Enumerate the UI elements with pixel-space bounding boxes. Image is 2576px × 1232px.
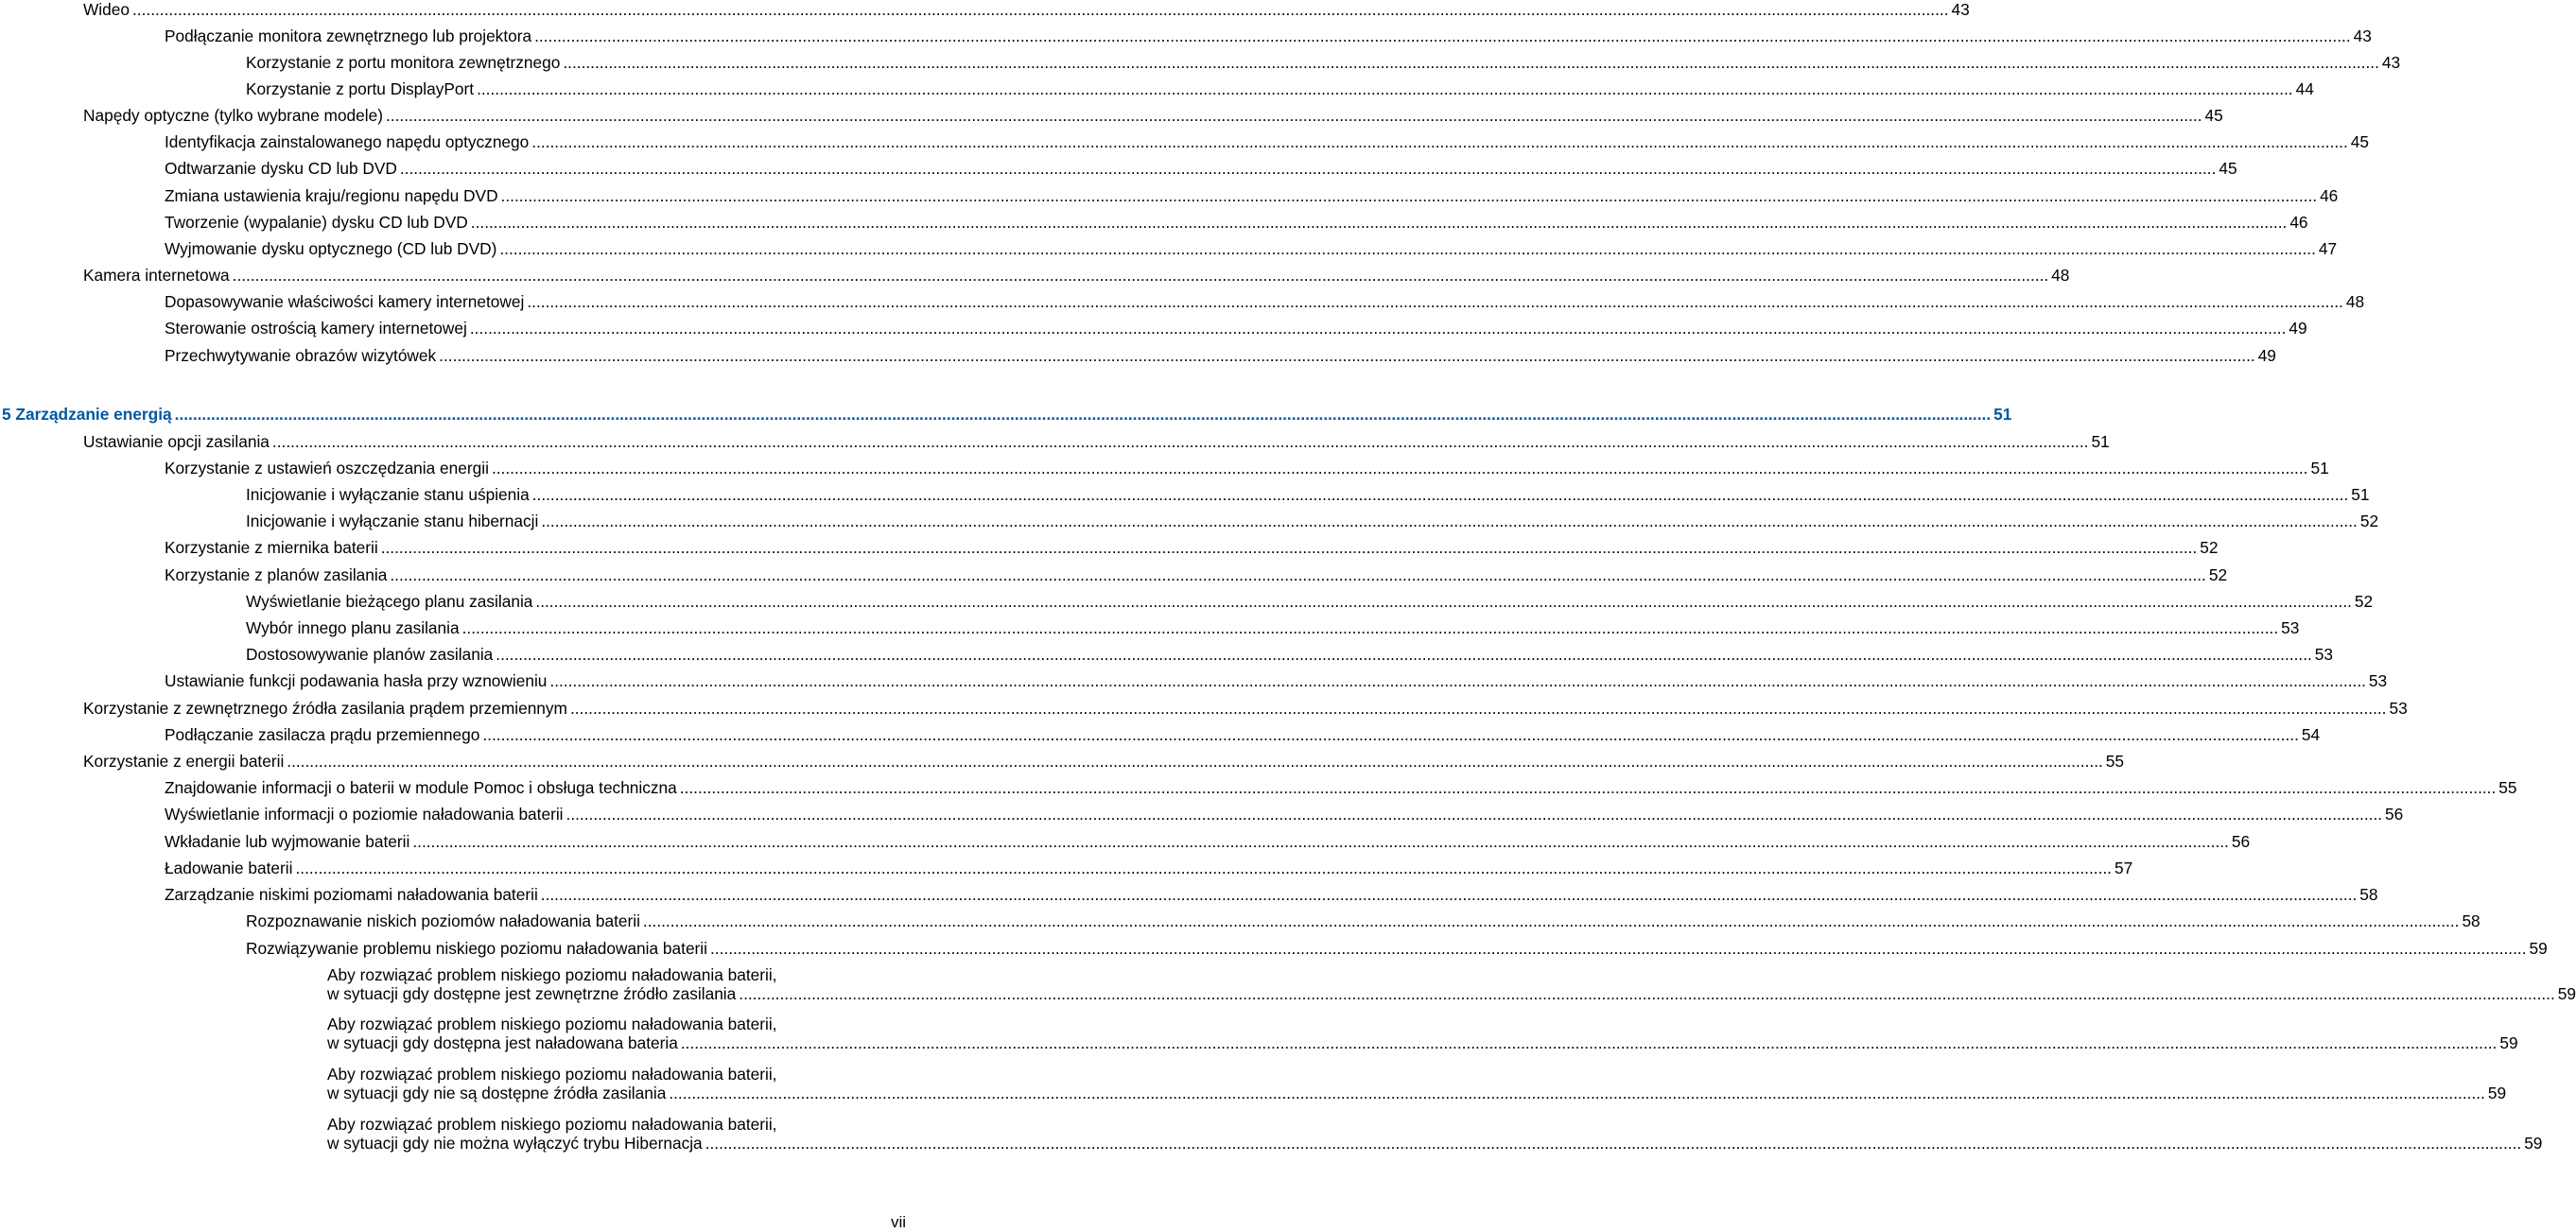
dot-leader: ................................................................................................................................................................................................................................................................................................................................................................................................................ (380, 538, 2198, 557)
toc-entry-title: Ustawianie funkcji podawania hasła przy wznowieniu (165, 671, 548, 690)
toc-entry[interactable] (83, 432, 2110, 451)
toc-page-number: 51 (2310, 459, 2329, 477)
toc-page-number: 53 (2389, 699, 2408, 718)
toc-entry[interactable] (165, 832, 2251, 851)
dot-leader: ................................................................................................................................................................................................................................................................................................................................................................................................................ (705, 1134, 2522, 1153)
toc-entry[interactable] (83, 699, 2408, 718)
page-number: vii (890, 1213, 906, 1231)
toc-page-number: 59 (2499, 1033, 2518, 1052)
dot-leader: ................................................................................................................................................................................................................................................................................................................................................................................................................ (549, 671, 2366, 690)
toc-entry-title: Napędy optyczne (tylko wybrane modele) (83, 106, 383, 125)
toc-page-number: 48 (2345, 292, 2365, 311)
dot-leader: ................................................................................................................................................................................................................................................................................................................................................................................................................ (566, 805, 2383, 824)
toc-entry[interactable] (246, 939, 2548, 958)
toc-entry[interactable] (165, 319, 2307, 338)
toc-page-number: 52 (2359, 512, 2379, 530)
toc-entry-title-continued: w sytuacji gdy nie można wyłączyć trybu Hibernacja (327, 1134, 703, 1153)
toc-entry-title: Aby rozwiązać problem niskiego poziomu naładowania baterii, (327, 1065, 777, 1084)
toc-entry[interactable] (246, 592, 2374, 611)
toc-page-number: 59 (2487, 1084, 2507, 1102)
toc-page-number: 58 (2359, 885, 2378, 904)
toc-entry[interactable] (327, 1015, 2518, 1052)
dot-leader: ................................................................................................................................................................................................................................................................................................................................................................................................................ (470, 213, 2288, 232)
dot-leader: ................................................................................................................................................................................................................................................................................................................................................................................................................ (540, 885, 2358, 904)
toc-entry-title: Ustawianie opcji zasilania (83, 432, 270, 451)
toc-entry[interactable] (165, 778, 2517, 797)
toc-entry-title: Identyfikacja zainstalowanego napędu optycznego (165, 132, 530, 151)
dot-leader: ................................................................................................................................................................................................................................................................................................................................................................................................................ (390, 565, 2206, 584)
toc-entry[interactable] (165, 346, 2276, 365)
toc-entry-title: Podłączanie zasilacza prądu przemiennego (165, 725, 480, 744)
dot-leader: ................................................................................................................................................................................................................................................................................................................................................................................................................ (527, 292, 2343, 311)
toc-entry[interactable] (83, 106, 2223, 125)
toc-entry-title: Ładowanie baterii (165, 859, 293, 877)
toc-entry[interactable] (83, 266, 2070, 285)
toc-page-number: 59 (2557, 984, 2576, 1003)
dot-leader: ................................................................................................................................................................................................................................................................................................................................................................................................................ (569, 699, 2387, 718)
dot-leader: ................................................................................................................................................................................................................................................................................................................................................................................................................ (461, 618, 2279, 637)
toc-page-number: 47 (2318, 239, 2338, 258)
dot-leader: ................................................................................................................................................................................................................................................................................................................................................................................................................ (131, 0, 1949, 19)
toc-entry[interactable] (327, 1065, 2507, 1102)
dot-leader: ................................................................................................................................................................................................................................................................................................................................................................................................................ (541, 512, 2358, 530)
dot-leader: ................................................................................................................................................................................................................................................................................................................................................................................................................ (271, 432, 2089, 451)
toc-entry-title: Kamera internetowa (83, 266, 230, 285)
toc-entry[interactable] (246, 645, 2334, 664)
toc-page-number: 51 (2091, 432, 2110, 451)
toc-entry[interactable] (165, 213, 2308, 232)
dot-leader: ................................................................................................................................................................................................................................................................................................................................................................................................................ (385, 106, 2202, 125)
toc-entry[interactable] (165, 132, 2370, 151)
toc-page-number: 45 (2204, 106, 2223, 125)
toc-entry-title: Aby rozwiązać problem niskiego poziomu naładowania baterii, (327, 1115, 777, 1134)
toc-page-number: 45 (2219, 159, 2237, 178)
toc-entry-title: Inicjowanie i wyłączanie stanu hibernacji (246, 512, 539, 530)
toc-entry[interactable] (246, 911, 2480, 930)
dot-leader: ................................................................................................................................................................................................................................................................................................................................................................................................................ (642, 911, 2460, 930)
dot-leader: ................................................................................................................................................................................................................................................................................................................................................................................................................ (680, 1033, 2498, 1052)
toc-page-number: 51 (2351, 485, 2370, 504)
dot-leader: ................................................................................................................................................................................................................................................................................................................................................................................................................ (491, 459, 2308, 477)
dot-leader: ................................................................................................................................................................................................................................................................................................................................................................................................................ (496, 645, 2312, 664)
toc-page-number: 59 (2524, 1134, 2543, 1153)
toc-entry-title: Rozwiązywanie problemu niskiego poziomu naładowania baterii (246, 939, 707, 958)
dot-leader: ................................................................................................................................................................................................................................................................................................................................................................................................................ (709, 939, 2527, 958)
toc-entry-title: Tworzenie (wypalanie) dysku CD lub DVD (165, 213, 468, 232)
dot-leader: ................................................................................................................................................................................................................................................................................................................................................................................................................ (295, 859, 2112, 877)
toc-page-number: 52 (2200, 538, 2219, 557)
toc-entry[interactable] (83, 752, 2125, 771)
dot-leader: ................................................................................................................................................................................................................................................................................................................................................................................................................ (477, 79, 2293, 98)
toc-entry[interactable] (246, 512, 2379, 530)
toc-entry-title: Wyjmowanie dysku optycznego (CD lub DVD) (165, 239, 497, 258)
dot-leader: ................................................................................................................................................................................................................................................................................................................................................................................................................ (232, 266, 2049, 285)
toc-entry[interactable] (165, 671, 2388, 690)
toc-entry[interactable] (165, 859, 2133, 877)
toc-entry-title: Wyświetlanie bieżącego planu zasilania (246, 592, 533, 611)
toc-page-number: 57 (2114, 859, 2133, 877)
toc-entry[interactable] (246, 485, 2370, 504)
toc-entry-title: Wideo (83, 0, 130, 19)
toc-page-number: 56 (2385, 805, 2404, 824)
dot-leader: ................................................................................................................................................................................................................................................................................................................................................................................................................ (469, 319, 2287, 338)
toc-entry[interactable] (327, 965, 2576, 1003)
toc-entry-title-continued: w sytuacji gdy nie są dostępne źródła zasilania (327, 1084, 667, 1102)
dot-leader: ................................................................................................................................................................................................................................................................................................................................................................................................................ (399, 159, 2217, 178)
toc-chapter-heading[interactable] (2, 405, 2012, 424)
toc-page-number: 46 (2320, 186, 2339, 205)
toc-entry-title: Sterowanie ostrością kamery internetowej (165, 319, 467, 338)
toc-entry-title-continued: w sytuacji gdy dostępna jest naładowana bateria (327, 1033, 678, 1052)
toc-entry-title: Zarządzanie niskimi poziomami naładowania baterii (165, 885, 538, 904)
toc-page-number: 46 (2289, 213, 2308, 232)
toc-entry[interactable] (327, 1115, 2543, 1153)
toc-entry-title: Korzystanie z portu DisplayPort (246, 79, 475, 98)
dot-leader: ................................................................................................................................................................................................................................................................................................................................................................................................................ (535, 592, 2352, 611)
toc-entry-title: Zmiana ustawienia kraju/regionu napędu DVD (165, 186, 498, 205)
toc-page-number: 54 (2301, 725, 2321, 744)
toc-page-number: 49 (2257, 346, 2276, 365)
toc-entry-title: Wyświetlanie informacji o poziomie naładowania baterii (165, 805, 564, 824)
toc-page-number: 52 (2354, 592, 2374, 611)
dot-leader: ................................................................................................................................................................................................................................................................................................................................................................................................................ (669, 1084, 2485, 1102)
dot-leader: ................................................................................................................................................................................................................................................................................................................................................................................................................ (531, 132, 2348, 151)
toc-page-number: 48 (2051, 266, 2070, 285)
toc-entry-title: Korzystanie z energii baterii (83, 752, 285, 771)
toc-entry-title: Przechwytywanie obrazów wizytówek (165, 346, 437, 365)
toc-page-number: 59 (2529, 939, 2548, 958)
toc-page-number: 55 (2498, 778, 2517, 797)
dot-leader: ................................................................................................................................................................................................................................................................................................................................................................................................................ (287, 752, 2103, 771)
dot-leader: ................................................................................................................................................................................................................................................................................................................................................................................................................ (739, 984, 2555, 1003)
dot-leader: ................................................................................................................................................................................................................................................................................................................................................................................................................ (174, 405, 1992, 424)
toc-page-number: 51 (1993, 405, 2012, 424)
toc-page-number: 43 (2353, 26, 2372, 45)
toc-entry-title: Aby rozwiązać problem niskiego poziomu naładowania baterii, (327, 965, 777, 984)
toc-entry[interactable] (165, 805, 2404, 824)
toc-entry-title: Dopasowywanie właściwości kamery internetowej (165, 292, 525, 311)
toc-entry-title: Znajdowanie informacji o baterii w module Pomoc i obsługa techniczna (165, 778, 677, 797)
toc-entry[interactable] (246, 53, 2401, 72)
toc-page-number: 44 (2295, 79, 2314, 98)
toc-entry[interactable] (165, 725, 2321, 744)
toc-entry[interactable] (165, 186, 2339, 205)
toc-page-number: 53 (2281, 618, 2300, 637)
toc-page-number: 45 (2350, 132, 2370, 151)
toc-entry[interactable] (246, 618, 2300, 637)
dot-leader: ................................................................................................................................................................................................................................................................................................................................................................................................................ (531, 485, 2349, 504)
toc-entry-title: Korzystanie z miernika baterii (165, 538, 378, 557)
toc-page-number: 56 (2231, 832, 2251, 851)
dot-leader: ................................................................................................................................................................................................................................................................................................................................................................................................................ (499, 239, 2316, 258)
toc-page-number: 43 (1951, 0, 1970, 19)
toc-entry-title: Podłączanie monitora zewnętrznego lub projektora (165, 26, 532, 45)
toc-page-number: 55 (2105, 752, 2125, 771)
toc-entry-title-continued: w sytuacji gdy dostępne jest zewnętrzne źródło zasilania (327, 984, 737, 1003)
toc-entry-title: Korzystanie z planów zasilania (165, 565, 388, 584)
toc-entry[interactable] (165, 885, 2378, 904)
toc-entry[interactable] (165, 239, 2338, 258)
dot-leader: ................................................................................................................................................................................................................................................................................................................................................................................................................ (563, 53, 2379, 72)
toc-entry-title: Aby rozwiązać problem niskiego poziomu naładowania baterii, (327, 1015, 777, 1033)
dot-leader: ................................................................................................................................................................................................................................................................................................................................................................................................................ (412, 832, 2229, 851)
toc-entry-title: Inicjowanie i wyłączanie stanu uśpienia (246, 485, 530, 504)
dot-leader: ................................................................................................................................................................................................................................................................................................................................................................................................................ (482, 725, 2299, 744)
toc-entry[interactable] (165, 26, 2372, 45)
dot-leader: ................................................................................................................................................................................................................................................................................................................................................................................................................ (500, 186, 2318, 205)
toc-entry[interactable] (246, 79, 2314, 98)
toc-entry-title: Dostosowywanie planów zasilania (246, 645, 494, 664)
dot-leader: ................................................................................................................................................................................................................................................................................................................................................................................................................ (534, 26, 2351, 45)
toc-entry[interactable] (165, 565, 2228, 584)
toc-entry-title: Korzystanie z portu monitora zewnętrznego (246, 53, 561, 72)
toc-entry-title: Wkładanie lub wyjmowanie baterii (165, 832, 410, 851)
toc-entry[interactable] (165, 159, 2237, 178)
dot-leader: ................................................................................................................................................................................................................................................................................................................................................................................................................ (439, 346, 2255, 365)
toc-entry[interactable] (165, 538, 2219, 557)
toc-page-number: 43 (2381, 53, 2401, 72)
toc-entry[interactable] (165, 459, 2329, 477)
toc-page-number: 53 (2368, 671, 2388, 690)
dot-leader: ................................................................................................................................................................................................................................................................................................................................................................................................................ (679, 778, 2497, 797)
toc-entry[interactable] (165, 292, 2365, 311)
toc-entry-title: Rozpoznawanie niskich poziomów naładowania baterii (246, 911, 640, 930)
toc-page-number: 49 (2289, 319, 2307, 338)
toc-entry-title: Wybór innego planu zasilania (246, 618, 460, 637)
toc-entry-title: 5 Zarządzanie energią (2, 405, 172, 424)
toc-page-number: 52 (2208, 565, 2228, 584)
toc-page-number: 53 (2314, 645, 2334, 664)
toc-entry-title: Korzystanie z zewnętrznego źródła zasilania prądem przemiennym (83, 699, 567, 718)
toc-page-number: 58 (2462, 911, 2480, 930)
toc-entry[interactable] (83, 0, 1970, 19)
toc-entry-title: Korzystanie z ustawień oszczędzania energii (165, 459, 489, 477)
toc-entry-title: Odtwarzanie dysku CD lub DVD (165, 159, 397, 178)
